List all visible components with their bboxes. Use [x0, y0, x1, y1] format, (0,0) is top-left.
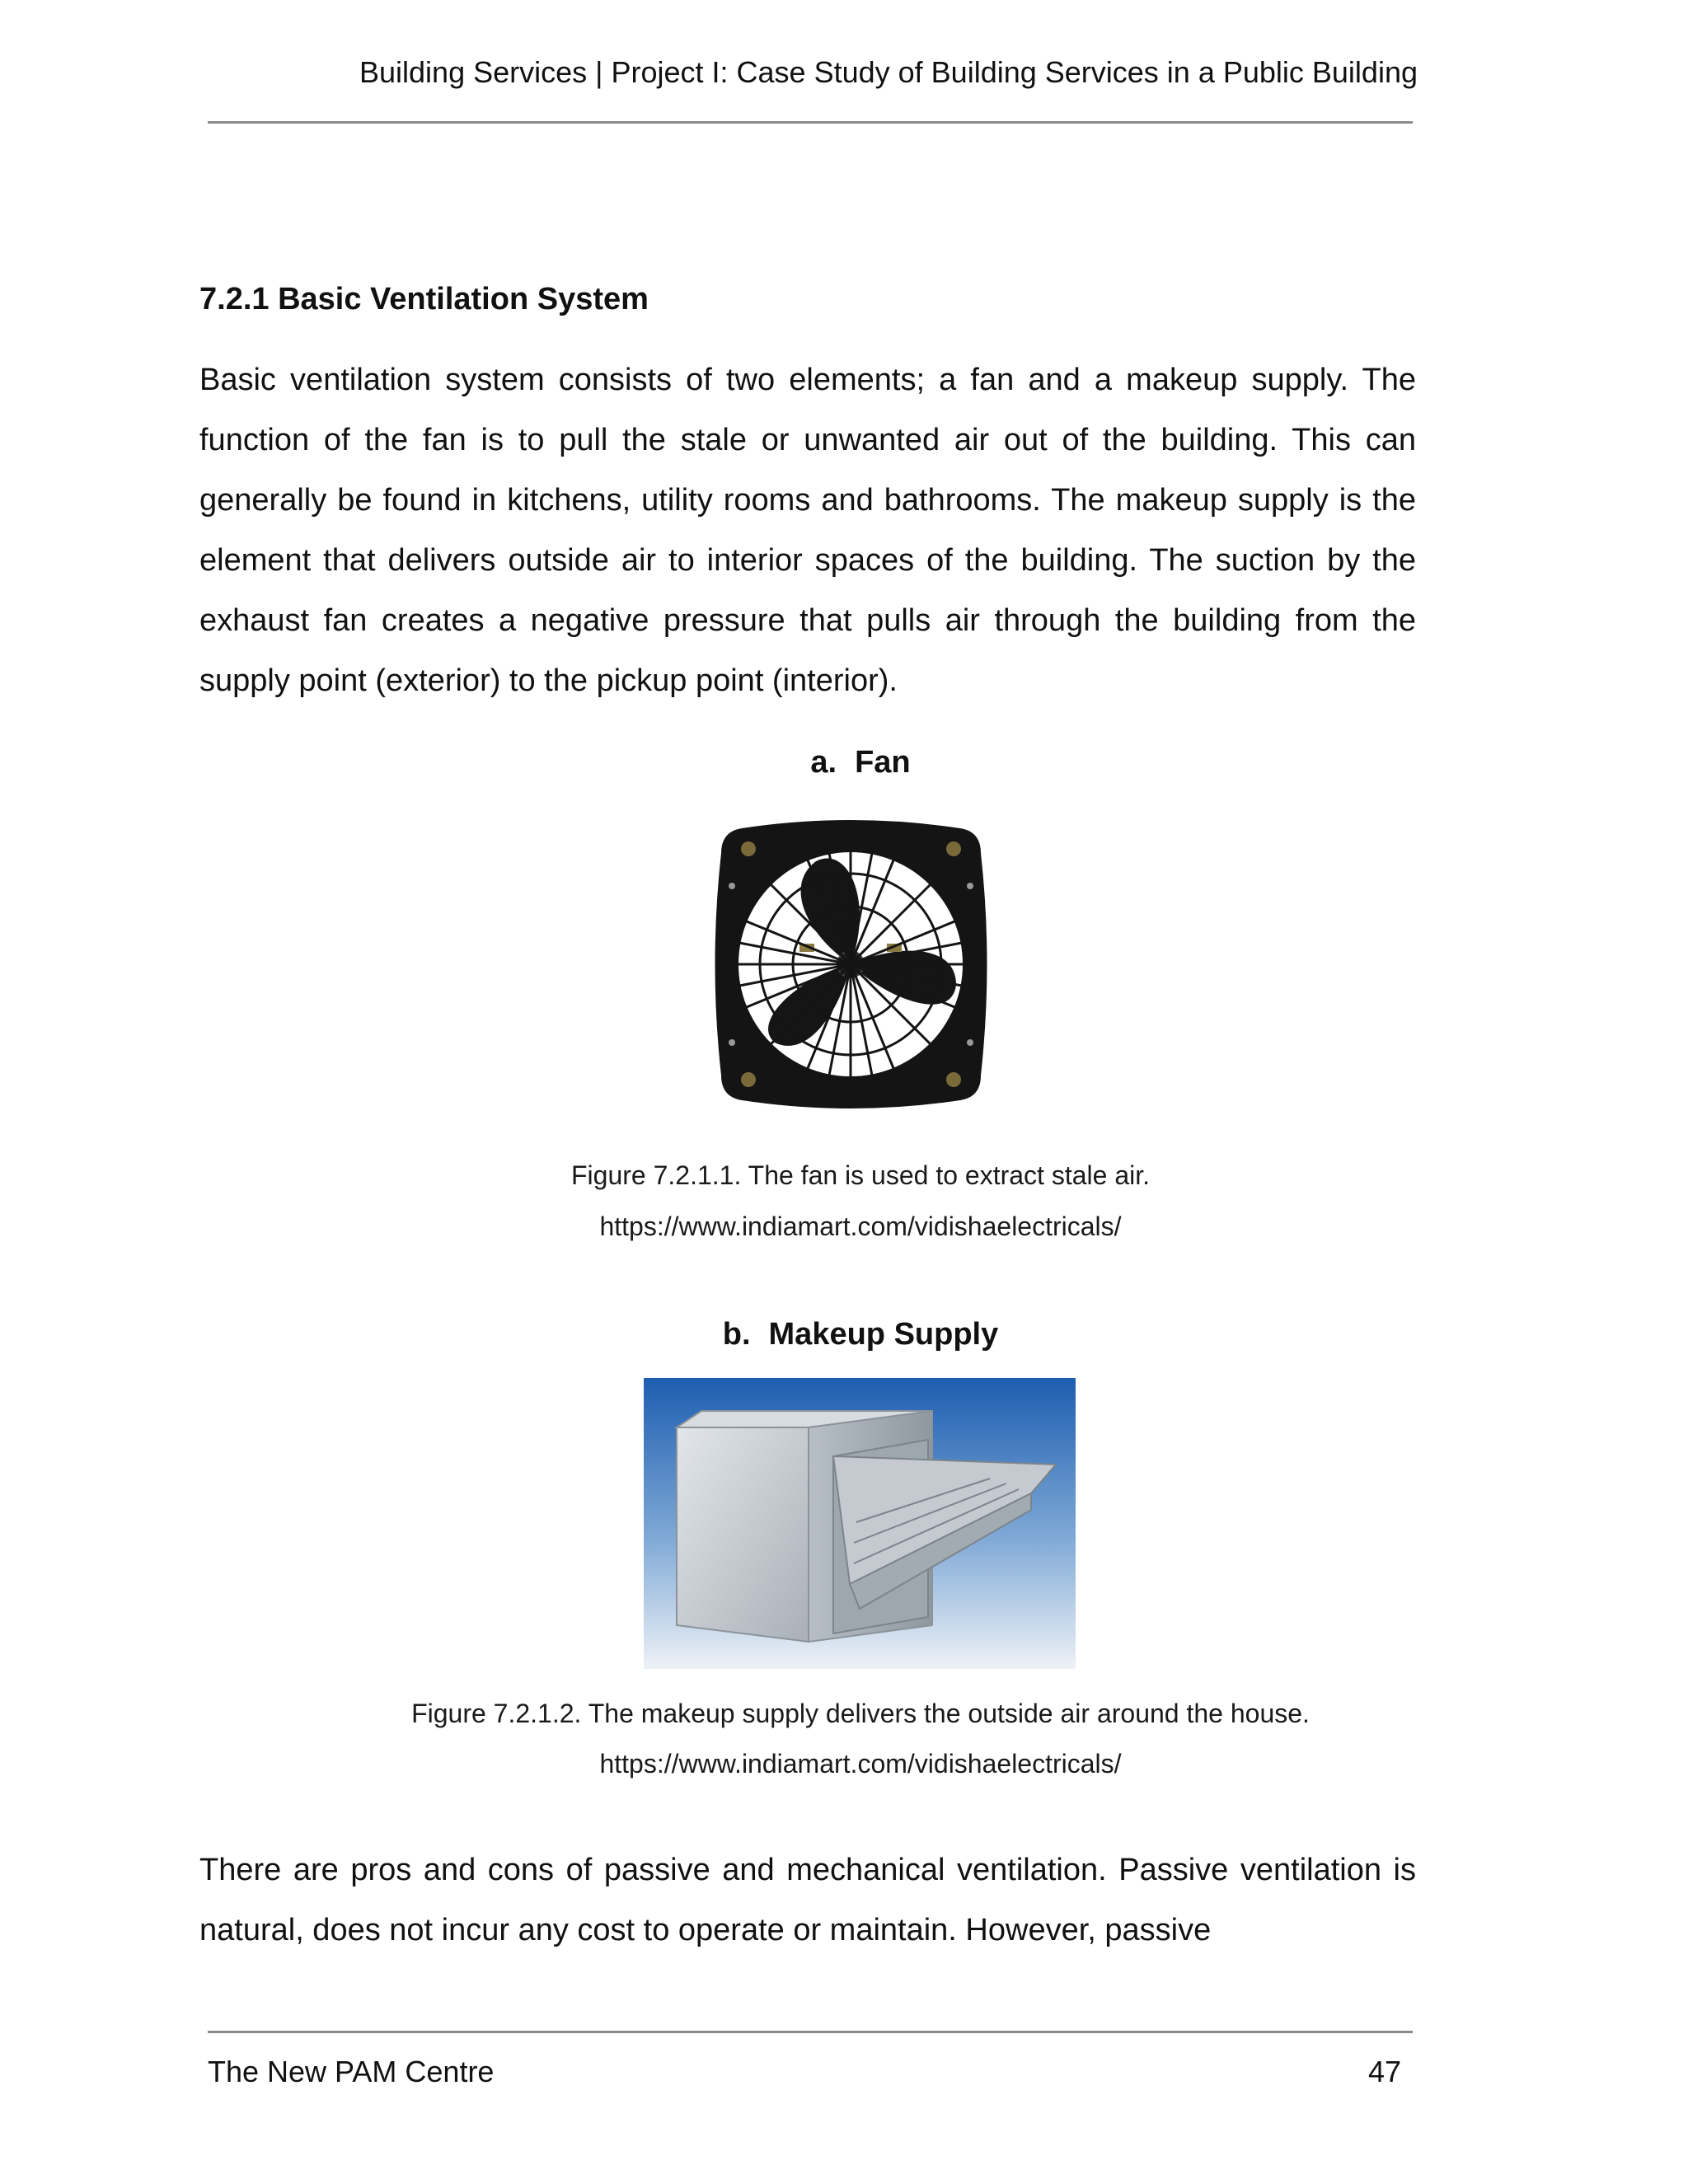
figure-caption-makeup-supply: Figure 7.2.1.2. The makeup supply delivers the outside air around the house.: [411, 1699, 1310, 1728]
figure-source-makeup-supply: https://www.indiamart.com/vidishaelectricals/: [599, 1749, 1122, 1779]
figure-caption-fan: Figure 7.2.1.1. The fan is used to extract stale air.: [570, 1160, 1150, 1190]
subheading-makeup-supply: [16, 1315, 1688, 1353]
subheading-fan-letter: a.: [810, 745, 837, 780]
subheading-makeup-supply-title: Makeup Supply: [768, 1317, 999, 1352]
makeup-supply-image: [644, 1378, 1076, 1669]
section-heading: 7.2.1 Basic Ventilation System: [199, 282, 649, 316]
page-number: 47: [1367, 2055, 1401, 2088]
subheading-fan: [16, 743, 1688, 781]
header-rule: [208, 121, 1413, 124]
footer-title: The New PAM Centre: [208, 2055, 495, 2088]
subheading-makeup-supply-letter: b.: [722, 1317, 751, 1352]
body-paragraph-2: There are pros and cons of passive and mechanical ventilation. Passive ventilation is natural, does not incur any cost to operate or maintain. However, passive: [199, 1853, 1416, 1947]
running-header: Building Services | Project I: Case Study of Building Services in a Public Building: [359, 55, 1418, 89]
subheading-fan-title: Fan: [855, 745, 911, 780]
figure-source-fan: https://www.indiamart.com/vidishaelectricals/: [599, 1212, 1122, 1241]
footer-rule: [208, 2031, 1413, 2033]
exhaust-fan-image: [709, 812, 993, 1117]
body-paragraph-1: Basic ventilation system consists of two elements; a fan and a makeup supply. The function of the fan is to pull the stale or unwanted air out of the building. This can generally be found in kitchens, utility rooms and bathrooms. The makeup supply is the element that delivers outside air to interior spaces of the building. The suction by the exhaust fan creates a negative pressure that pulls air through the building from the supply point (exterior) to the pickup point (interior).: [199, 363, 1416, 698]
